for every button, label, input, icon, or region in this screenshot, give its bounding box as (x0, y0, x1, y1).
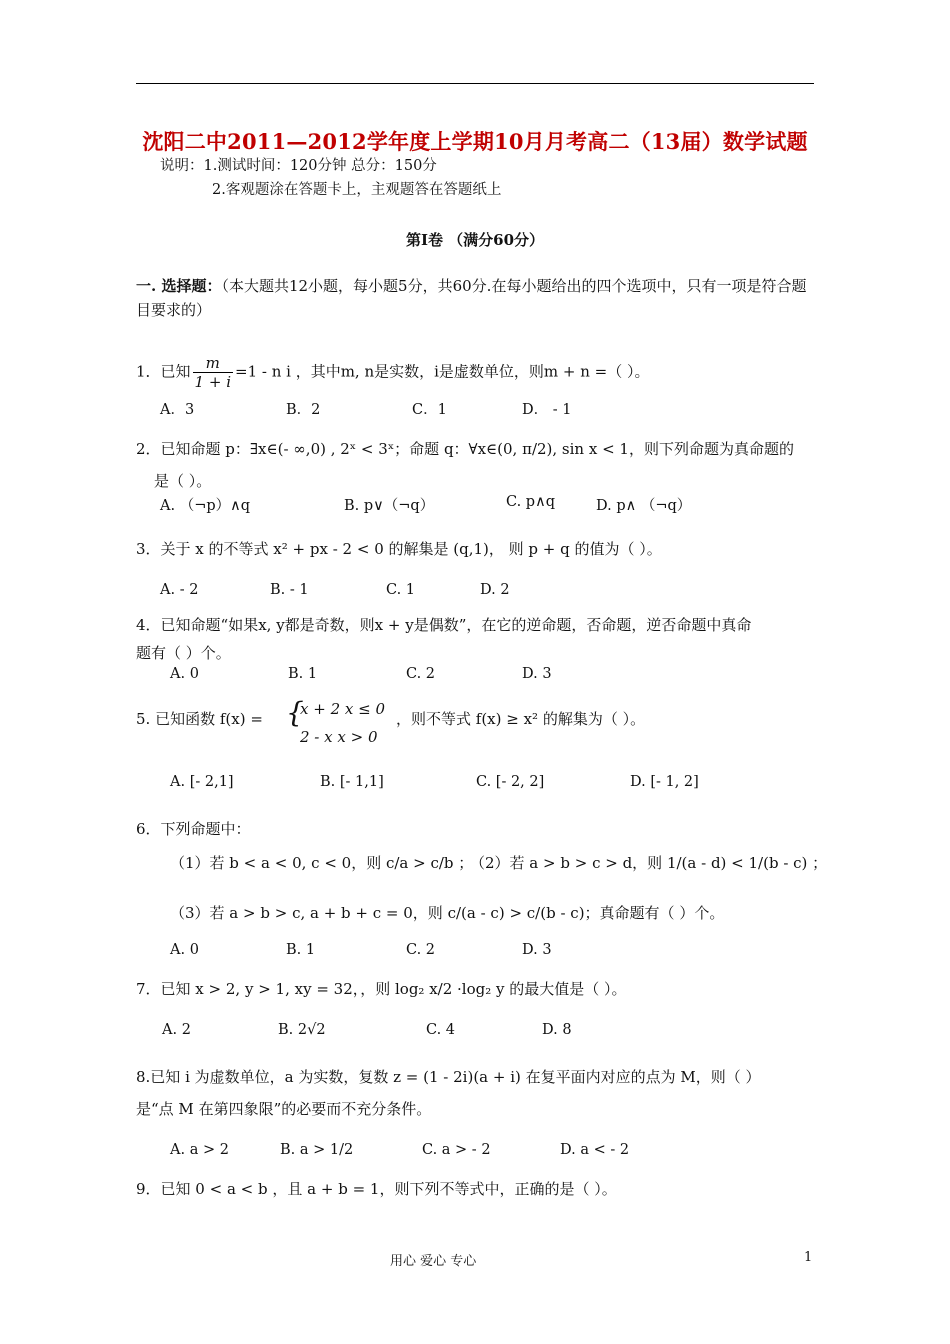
q3-option-d: D. 2 (480, 582, 510, 598)
q8-option-d: D. a < - 2 (560, 1142, 630, 1158)
q6-option-d: D. 3 (522, 942, 552, 958)
q4-option-d: D. 3 (522, 666, 552, 682)
q6-option-a: A. 0 (170, 942, 199, 958)
q3-option-c: C. 1 (386, 582, 416, 598)
question-2: 2．已知命题 p：∃x∈(- ∞,0) , 2ˣ < 3ˣ；命题 q：∀x∈(0, π/2), sin x < 1，则下列命题为真命题的 (136, 440, 794, 458)
q1-option-a: A．3 (160, 402, 195, 418)
q1-stem-b: =1 - n i ，其中m, n是实数，i是虚数单位，则m + n =（ ）。 (235, 362, 650, 381)
note-line-2: 2.客观题涂在答题卡上，主观题答在答题纸上 (212, 182, 502, 198)
question-4: 4．已知命题“如果x, y都是奇数，则x + y是偶数”，在它的逆命题，否命题，逆否命题中真命 (136, 616, 752, 634)
q5-case-1: x + 2 x ≤ 0 (300, 700, 385, 718)
exam-title: 沈阳二中2011—2012学年度上学期10月月考高二（13届）数学试题 (142, 129, 808, 154)
note-line-1: 说明：1.测试时间：120分钟 总分：150分 (160, 158, 437, 174)
question-8: 8.已知 i 为虚数单位，a 为实数，复数 z = (1 - 2i)(a + i) 在复平面内对应的点为 M，则（ ） (136, 1068, 761, 1086)
q7-option-c: C. 4 (426, 1022, 456, 1038)
part-heading: 第Ⅰ卷 （满分60分） (405, 231, 545, 249)
q3-option-b: B. - 1 (270, 582, 309, 598)
q4-option-a: A. 0 (170, 666, 199, 682)
q7-option-a: A. 2 (162, 1022, 191, 1038)
q6-option-c: C. 2 (406, 942, 436, 958)
header-rule (136, 83, 814, 84)
q2-option-b: B. p∨（¬q） (344, 498, 435, 514)
section-intro (136, 274, 816, 322)
question-9: 9．已知 0 < a < b ，且 a + b = 1，则下列不等式中，正确的是（ ）。 (136, 1180, 617, 1198)
question-5-b: ，则不等式 f(x) ≥ x² 的解集为（ ）。 (396, 710, 646, 728)
q5-option-c: C. [- 2, 2] (476, 774, 545, 790)
q5-brace: { (286, 696, 304, 729)
q5-option-d: D. [- 1, 2] (630, 774, 699, 790)
question-3: 3．关于 x 的不等式 x² + px - 2 < 0 的解集是 (q,1)， 则 p + q 的值为（ ）。 (136, 540, 662, 558)
q1-option-d: D． - 1 (522, 402, 572, 418)
section-text: （本大题共12小题，每小题5分，共60分.在每小题给出的四个选项中，只有一项是符合题目要求的） (136, 277, 807, 319)
q6-proposition-1: （1）若 b < a < 0, c < 0，则 c/a > c/b ； (170, 854, 474, 872)
q5-case-2: 2 - x x > 0 (300, 728, 378, 746)
q6-option-b: B. 1 (286, 942, 316, 958)
question-5-a: 5. 已知函数 f(x) = (136, 710, 263, 728)
q5-option-a: A. [- 2,1] (170, 774, 234, 790)
question-8-cont: 是“点 M 在第四象限”的必要而不充分条件。 (136, 1100, 432, 1118)
q1-stem-a: 1．已知 (136, 362, 191, 381)
q8-option-b: B. a > 1/2 (280, 1142, 354, 1158)
q1-option-b: B．2 (286, 402, 321, 418)
q1-fraction: $\frac{m}{1 + i}$ (194, 354, 231, 391)
page-number: 1 (804, 1250, 813, 1265)
question-4-cont: 题有（ ）个。 (136, 644, 231, 662)
q8-option-c: C. a > - 2 (422, 1142, 491, 1158)
footer-text: 用心 爱心 专心 (390, 1254, 477, 1269)
q2-option-d: D. p∧ （¬q） (596, 498, 692, 514)
q4-option-b: B. 1 (288, 666, 318, 682)
question-1 (136, 354, 650, 391)
q7-option-b: B. 2√2 (278, 1022, 326, 1038)
q1-option-c: C．1 (412, 402, 447, 418)
question-2-cont: 是（ ）。 (154, 472, 212, 490)
q2-option-c: C. p∧q (506, 494, 555, 510)
q3-option-a: A. - 2 (160, 582, 199, 598)
question-7: 7．已知 x > 2, y > 1, xy = 32，，则 log₂ x/2 ·log₂ y 的最大值是（ ）。 (136, 980, 627, 998)
q6-proposition-2: （2）若 a > b > c > d，则 1/(a - d) < 1/(b - c) ； (470, 854, 828, 872)
question-6: 6．下列命题中： (136, 820, 251, 838)
q8-option-a: A. a > 2 (170, 1142, 229, 1158)
q2-option-a: A. （¬p）∧q (160, 498, 251, 514)
q6-proposition-3: （3）若 a > b > c, a + b + c = 0，则 c/(a - c) > c/(b - c)；真命题有（ ）个。 (170, 904, 725, 922)
q7-option-d: D. 8 (542, 1022, 572, 1038)
q4-option-c: C. 2 (406, 666, 436, 682)
q5-option-b: B. [- 1,1] (320, 774, 384, 790)
section-label: 一. 选择题： (136, 277, 222, 295)
